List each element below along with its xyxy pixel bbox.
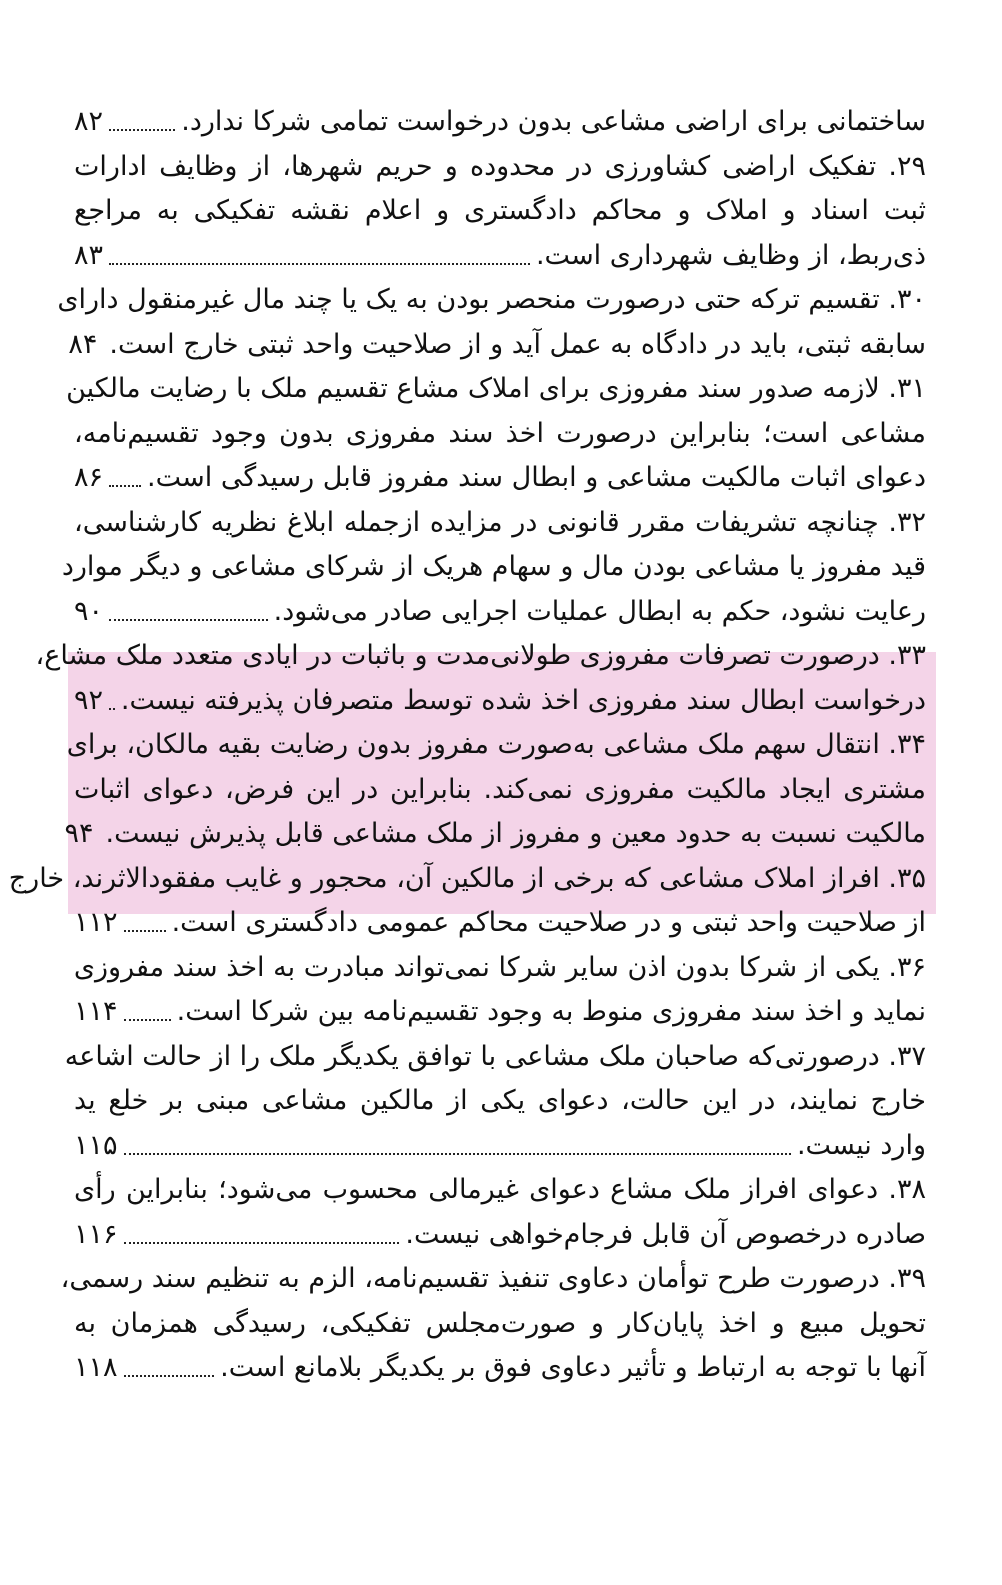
toc-entry (66, 367, 926, 501)
dot-leader (109, 247, 530, 265)
toc-line (68, 323, 926, 368)
toc-line: ۳۳. درصورت تصرفات مفروزی طولانی‌مدت و باثبات در ایادی متعدد ملک مشاع، (35, 640, 926, 671)
toc-entry (74, 1168, 926, 1257)
toc-line-text: سابقه ثبتی، باید در دادگاه به عمل آید و از صلاحیت واحد ثبتی خارج است. (109, 328, 926, 360)
page-number: ۸۴ (68, 328, 98, 360)
table-of-contents (8, 100, 926, 1391)
dot-leader (124, 1359, 215, 1377)
toc-entry (8, 857, 926, 946)
toc-line: ۳۲. چنانچه تشریفات مقرر قانونی در مزایده ازجمله ابلاغ نظریه کارشناسی، (74, 506, 926, 538)
toc-line: ۳۷. درصورتی‌که صاحبان ملک مشاعی با توافق یکدیگر ملک را از حالت اشاعه (64, 1040, 926, 1072)
toc-line: ۳۰. تقسیم ترکه حتی درصورت منحصر بودن به یک یا چند مال غیرمنقول دارای (57, 284, 926, 315)
page-number: ۱۱۸ (74, 1352, 118, 1383)
toc-entry (61, 501, 926, 635)
dot-leader (109, 692, 115, 710)
toc-line-text: نماید و اخذ سند مفروزی منوط به وجود تقسیم‌نامه بین شرکا است. (176, 996, 926, 1027)
toc-line: ۳۸. دعوای افراز ملک مشاع دعوای غیرمالی محسوب می‌شود؛ بنابراین رأی (74, 1174, 926, 1205)
toc-line-text: ذی‌ربط، از وظایف شهرداری است. (535, 239, 926, 271)
toc-line: ۲۹. تفکیک اراضی کشاورزی در محدوده و حریم شهرها، از وظایف ادارات (74, 150, 926, 182)
toc-entry (57, 278, 926, 367)
dot-leader (124, 914, 166, 932)
page-number: ۸۳ (74, 239, 104, 271)
dot-leader (124, 1137, 791, 1155)
toc-line: ۳۵. افراز املاک مشاعی که برخی از مالکین آن، محجور و غایب مفقودالاثرند، خارج (8, 862, 926, 894)
toc-line (74, 990, 926, 1035)
toc-entry (64, 1035, 926, 1169)
toc-line (74, 901, 926, 946)
toc-line (74, 679, 926, 724)
toc-line (64, 812, 926, 857)
toc-line: مشاعی است؛ بنابراین درصورت اخذ سند مفروزی بدون وجود تقسیم‌نامه، (74, 417, 926, 449)
toc-line (74, 1213, 926, 1258)
dot-leader (124, 1226, 400, 1244)
toc-line-text: ساختمانی برای اراضی مشاعی بدون درخواست تمامی شرکا ندارد. (181, 106, 926, 137)
toc-line: ثبت اسناد و املاک و محاکم دادگستری و اعلام نقشه تفکیکی به مراجع (74, 195, 926, 226)
toc-line (74, 590, 926, 635)
toc-line: خارج نمایند، در این حالت، دعوای یکی از مالکین مشاعی مبنی بر خلع ید (74, 1085, 926, 1116)
toc-entry (74, 946, 926, 1035)
toc-line-text: مالکیت نسبت به حدود معین و مفروز از ملک مشاعی قابل پذیرش نیست. (105, 818, 926, 849)
toc-line (74, 1124, 926, 1169)
toc-line (74, 1346, 926, 1391)
toc-line: ۳۱. لازمه صدور سند مفروزی برای املاک مشاع تقسیم ملک با رضایت مالکین (66, 373, 926, 404)
toc-entry (64, 723, 926, 857)
toc-line (74, 456, 926, 501)
toc-entry (35, 634, 926, 723)
toc-line-text: از صلاحیت واحد ثبتی و در صلاحیت محاکم عمومی دادگستری است. (171, 907, 926, 938)
toc-entry (74, 145, 926, 279)
toc-entry (74, 100, 926, 145)
page-number: ۱۱۵ (74, 1129, 118, 1161)
dot-leader (109, 113, 175, 131)
toc-line: ۳۴. انتقال سهم ملک مشاعی به‌صورت مفروز بدون رضایت بقیه مالکان، برای (66, 729, 926, 760)
toc-line (74, 100, 926, 145)
toc-line: ۳۹. درصورت طرح توأمان دعاوی تنفیذ تقسیم‌نامه، الزم به تنظیم سند رسمی، (60, 1263, 926, 1294)
toc-line: تحویل مبیع و اخذ پایان‌کار و صورت‌مجلس تفکیکی، رسیدگی همزمان به (74, 1307, 926, 1339)
page-number: ۱۱۲ (74, 907, 118, 938)
page-number: ۸۲ (74, 106, 104, 137)
toc-line-text: درخواست ابطال سند مفروزی اخذ شده توسط متصرفان پذیرفته نیست. (120, 684, 926, 716)
toc-line-text: دعوای اثبات مالکیت مشاعی و ابطال سند مفروز قابل رسیدگی است. (147, 462, 926, 493)
toc-line: ۳۶. یکی از شرکا بدون اذن سایر شرکا نمی‌تواند مبادرت به اخذ سند مفروزی (73, 951, 926, 983)
toc-entry (60, 1257, 926, 1391)
toc-line: قید مفروز یا مشاعی بودن مال و سهام هریک از شرکای مشاعی و دیگر موارد (61, 551, 926, 582)
page-number: ۸۶ (74, 462, 104, 493)
toc-line: مشتری ایجاد مالکیت مفروزی نمی‌کند. بنابراین در این فرض، دعوای اثبات (74, 773, 926, 805)
dot-leader (109, 603, 268, 621)
toc-line-text: صادره درخصوص آن قابل فرجام‌خواهی نیست. (405, 1218, 926, 1250)
page-number: ۹۲ (74, 684, 104, 716)
dot-leader (109, 469, 141, 487)
page-number: ۹۴ (64, 818, 94, 849)
page-number: ۱۱۶ (74, 1218, 118, 1250)
page-number: ۹۰ (74, 595, 104, 627)
toc-line (74, 234, 926, 279)
toc-line-text: آنها با توجه به ارتباط و تأثیر دعاوی فوق بر یکدیگر بلامانع است. (220, 1352, 926, 1383)
toc-line-text: رعایت نشود، حکم به ابطال عملیات اجرایی صادر می‌شود. (273, 595, 926, 627)
toc-line-text: وارد نیست. (796, 1129, 926, 1161)
dot-leader (124, 1003, 171, 1021)
page-number: ۱۱۴ (74, 996, 118, 1027)
